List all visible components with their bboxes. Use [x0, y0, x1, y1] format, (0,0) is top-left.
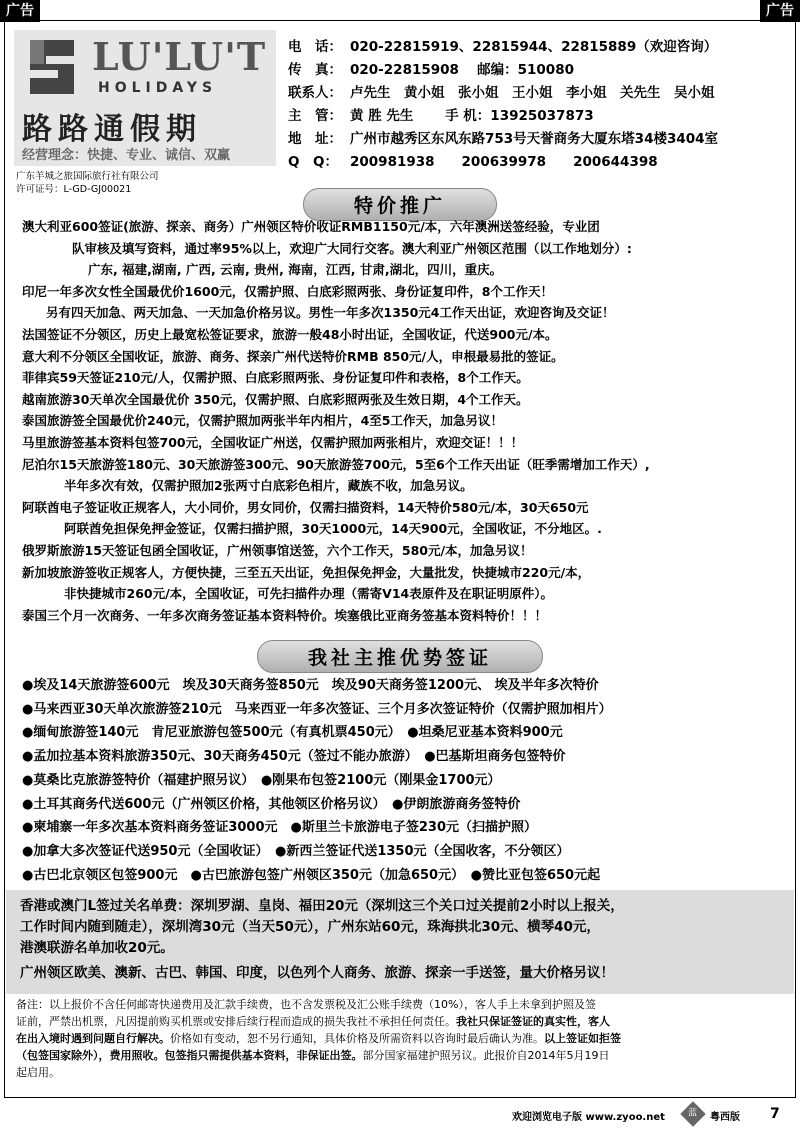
list-item: 马里旅游签基本资料包签700元，全国收证广州送，仅需护照加两张相片，欢迎交证！！！ — [22, 434, 524, 450]
contact-people: 联系人： 卢先生 黄小姐 张小姐 王小姐 李小姐 关先生 吴小姐 — [288, 85, 715, 101]
logo-sub: HOLIDAYS — [98, 80, 218, 96]
ad-tag-right: 广告 — [760, 0, 800, 22]
list-item: ●孟加拉基本资料旅游350元、30天商务450元（签过不能办旅游） ●巴基斯坦商务包签特价 — [22, 749, 566, 765]
company-name: 广东羊城之旅国际旅行社有限公司 — [16, 171, 159, 182]
list-item: ●柬埔寨一年多次基本资料商务签证3000元 ●斯里兰卡旅游电子签230元（扫描护照） — [22, 820, 538, 836]
list-item: 意大利不分领区全国收证，旅游、商务、探亲广州代送特价RMB 850元/人，申根最易批的签证。 — [22, 348, 564, 364]
list-item: ●土耳其商务代送600元（广州领区价格，其他领区价格另议） ●伊朗旅游商务签特价 — [22, 796, 521, 812]
logo-s-icon — [22, 36, 82, 98]
advantage-list — [22, 674, 792, 887]
list-item: ●古巴北京领区包签900元 ●古巴旅游包签广州领区350元（加急650元） ●赞比亚包签650元起 — [22, 867, 601, 883]
list-item: 阿联酋电子签证收正规客人，大小同价，男女同价，仅需扫描资料，14天特价580元/本，30天650元 — [22, 499, 589, 515]
logo-cn-name: 路路通假期 — [22, 112, 202, 147]
advantage-title: 我社主推优势签证 — [0, 640, 800, 673]
edition-label: 粤西版 — [710, 1112, 740, 1123]
remark-line: 证前，严禁出机票，凡因提前购买机票或安排后续行程而造成的损失我社不承担任何责任。我社只保证签证的真实性，客人 — [16, 1015, 610, 1028]
list-item: 澳大利亚600签证(旅游、探亲、商务）广州领区特价收证RMB1150元/本，六年澳洲送签经验，专业团 — [22, 219, 600, 234]
list-item: 法国签证不分领区，历史上最宽松签证要求，旅游一般48小时出证，全国收证，代送900元/本。 — [22, 326, 558, 342]
remarks — [16, 996, 796, 1081]
license-number: 许可证号：L-GD-GJ00021 — [16, 184, 132, 195]
list-item: 非快捷城市260元/本，全国收证，可先扫描件办理（需寄V14表原件及在职证明原件）。 — [64, 586, 553, 602]
list-item: 尼泊尔15天旅游签180元、30天旅游签300元、90天旅游签700元，5至6个工作天出证（旺季需增加工作天）, — [22, 456, 650, 472]
list-item: 半年多次有效，仅需护照加2张两寸白底彩色相片，藏族不收，加急另议。 — [64, 478, 473, 494]
remark-line: 起启用。 — [16, 1066, 60, 1079]
list-item: 广州领区欧美、澳新、古巴、韩国、印度，以色列个人商务、旅游、探亲一手送签，量大价格另议！ — [20, 965, 614, 981]
list-item: 阿联酋免担保免押金签证，仅需扫描护照，30天1000元，14天900元，全国收证，不分地区。. — [64, 521, 602, 537]
list-item: ●埃及14天旅游签600元 埃及30天商务签850元 埃及90天商务签1200元、 埃及半年多次特价 — [22, 678, 599, 693]
list-item: 菲律宾59天签证210元/人，仅需护照、白底彩照两张、身份证复印件和表格，8个工作天。 — [22, 370, 529, 386]
logo — [14, 30, 276, 166]
logo-slogan: 经营理念：快捷、专业、诚信、双赢 — [22, 148, 231, 163]
list-item: ●加拿大多次签证代送950元（全国收证） ●新西兰签证代送1350元（全国收客，不分领区） — [22, 843, 570, 859]
contact-address: 地 址： 广州市越秀区东风东路753号天誉商务大厦东塔34楼3404室 — [288, 131, 719, 147]
hk-macau-text — [20, 896, 794, 984]
list-item: ●缅甸旅游签140元 肯尼亚旅游包签500元（有真机票450元） ●坦桑尼亚基本资料900元 — [22, 725, 563, 741]
footer — [0, 1102, 800, 1128]
contact-block — [288, 36, 718, 174]
list-item: 印尼一年多次女性全国最优价1600元，仅需护照、白底彩照两张、身份证复印件，8个工作天！ — [22, 283, 553, 299]
edition-badge-icon: 蓝 — [680, 1101, 705, 1126]
list-item: 队审核及填写资料，通过率95%以上，欢迎广大同行交客。澳大利亚广州领区范围（以工作地划分）: — [72, 240, 632, 256]
list-item: ●莫桑比克旅游签特价（福建护照另议） ●刚果布包签2100元（刚果金1700元） — [22, 772, 501, 788]
contact-phone: 电 话： 020-22815919、22815944、22815889（欢迎咨询） — [288, 39, 718, 55]
remark-line: 备注：以上报价不含任何邮寄快递费用及汇款手续费，也不含发票税及汇公账手续费（10%），客人手上未拿到护照及签 — [16, 998, 596, 1011]
logo-brand: LU'LU'T — [92, 34, 267, 79]
contact-manager: 主 管： 黄 胜 先生 手 机：13925037873 — [288, 108, 594, 124]
list-item: 香港或澳门L签过关名单费：深圳罗湖、皇岗、福田20元（深圳这三个关口过关提前2小时以上报关， — [20, 898, 624, 914]
specials-title: 特价推广 — [0, 188, 800, 221]
footer-website[interactable]: 欢迎浏览电子版 www.zyoo.net — [512, 1112, 665, 1123]
list-item: 另有四天加急、两天加急、一天加急价格另议。男性一年多次1350元4工作天出证，欢迎咨询及交证！ — [46, 305, 615, 321]
contact-fax: 传 真： 020-22815908 邮编：510080 — [288, 62, 574, 78]
list-item: 广东, 福建,湖南, 广西, 云南, 贵州, 海南，江西, 甘肃,湖北，四川，重庆。 — [88, 262, 503, 278]
list-item: 俄罗斯旅游15天签证包函全国收证，广州领事馆送签，六个工作天，580元/本，加急另议！ — [22, 542, 533, 558]
list-item: 泰国旅游签全国最优价240元，仅需护照加两张半年内相片，4至5工作天，加急另议！ — [22, 413, 503, 429]
ad-tag-left: 广告 — [0, 0, 40, 22]
list-item: 新加坡旅游签收正规客人，方便快捷，三至五天出证，免担保免押金，大量批发，快捷城市220元/本， — [22, 564, 591, 580]
list-item: 港澳联游名单加收20元。 — [20, 940, 174, 956]
list-item: ●马来西亚30天单次旅游签210元 马来西亚一年多次签证、三个月多次签证特价（仅需护照加相片） — [22, 701, 612, 717]
contact-qq: Q Q： 200981938 200639978 200644398 — [288, 154, 658, 170]
list-item: 工作时间内随到随走），深圳湾30元（当天50元），广州东站60元，珠海拱北30元、横琴40元， — [20, 919, 600, 935]
list-item: 越南旅游30天单次全国最优价 350元，仅需护照、白底彩照两张及生效日期，4个工作天。 — [22, 391, 529, 407]
page-number: 7 — [770, 1106, 780, 1122]
remark-line: 在出入境时遇到问题自行解决。价格如有变动，恕不另行通知，具体价格及所需资料以咨询时最后确认为准。以上签证如拒签 — [16, 1032, 621, 1045]
list-item: 泰国三个月一次商务、一年多次商务签证基本资料特价。埃塞俄比亚商务签基本资料特价！！！ — [22, 607, 548, 623]
specials-list — [22, 216, 792, 626]
remark-line: （包签国家除外），费用照收。包签指只需提供基本资料，非保证出签。部分国家福建护照另议。此报价自2014年5月19日 — [16, 1049, 610, 1062]
